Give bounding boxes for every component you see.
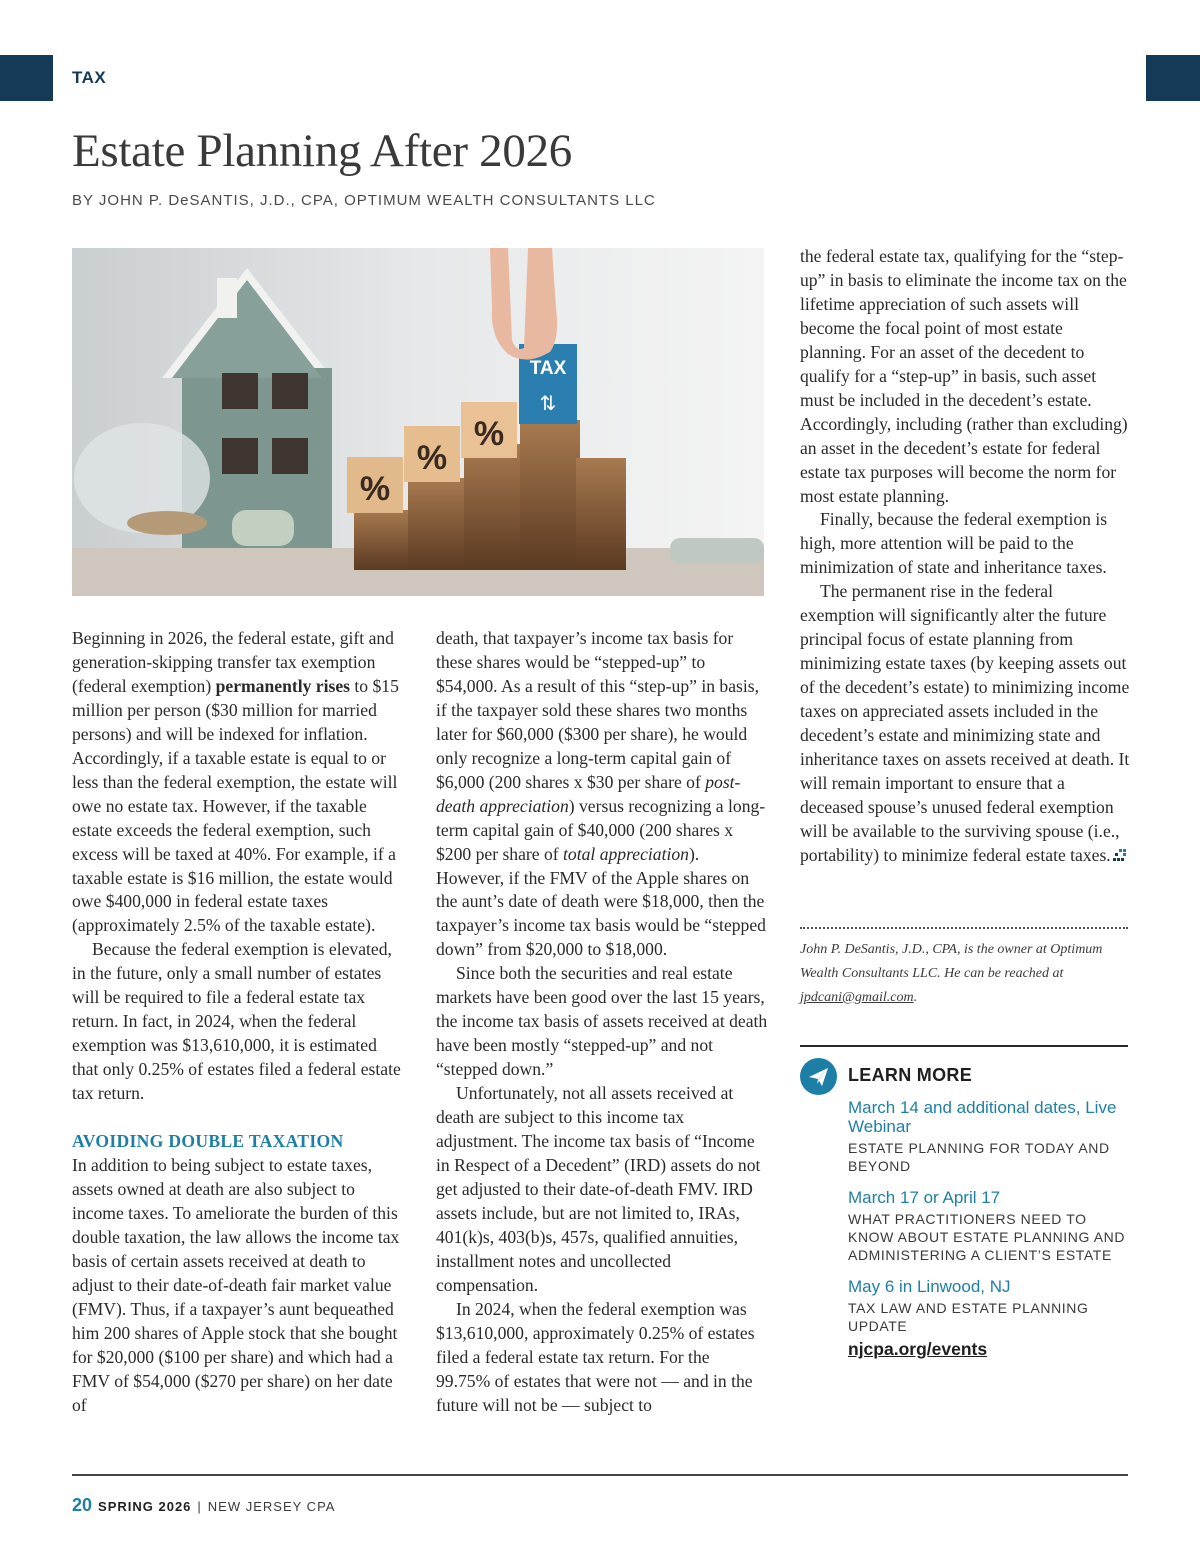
column-2 bbox=[436, 627, 768, 1417]
event-3-date[interactable]: May 6 in Linwood, NJ bbox=[848, 1277, 1011, 1296]
event-2-date[interactable]: March 17 or April 17 bbox=[848, 1188, 1001, 1207]
coin-stack-3 bbox=[464, 444, 524, 570]
column-1 bbox=[72, 627, 402, 1418]
learn-more-title: LEARN MORE bbox=[848, 1065, 972, 1085]
col2-paragraph-2: Since both the securities and real estate markets have been good over the last 15 years, the income tax basis of assets received at death have been mostly “stepped-up” and not “stepped down.” bbox=[436, 963, 768, 1080]
learn-more-box bbox=[848, 1065, 1133, 1360]
col2-paragraph-4: In 2024, when the federal exemption was $13,610,000, approximately 0.25% of estates filed a federal estate tax return. For the 99.75% of estates that were not — and in the future will not be — subject to bbox=[436, 1298, 755, 1415]
coin-stack-1 bbox=[354, 510, 414, 570]
paper-plane-icon bbox=[800, 1058, 837, 1095]
col2-p1-italic-2: total appreciation bbox=[563, 843, 689, 864]
article-byline: BY JOHN P. DeSANTIS, J.D., CPA, OPTIMUM WEALTH CONSULTANTS LLC bbox=[72, 192, 656, 209]
col1-paragraph-3: In addition to being subject to estate taxes, assets owned at death are also subject to income taxes. To ameliorate the burden of this double taxation, the law allows the income tax basis of certain assets received at death to adjust to their date-of-death fair market value (FMV). Thus, if a taxpayer’s aunt bequeathed him 200 shares of Apple stock that she bought for $20,000 ($100 per share) and which had a FMV of $54,000 ($270 per share) on her date of bbox=[72, 1155, 400, 1415]
event-3-description: TAX LAW AND ESTATE PLANNING UPDATE bbox=[848, 1300, 1089, 1334]
percent-label-3: % bbox=[473, 415, 505, 453]
page-footer bbox=[72, 1495, 335, 1516]
footer-rule bbox=[72, 1474, 1128, 1476]
author-bio-text: John P. DeSantis, J.D., CPA, is the owner at Optimum Wealth Consultants LLC. He can be reached at bbox=[800, 942, 1103, 981]
article-photo bbox=[72, 248, 764, 596]
rolled-bill-right bbox=[670, 538, 764, 564]
tax-block-label: TAX bbox=[529, 358, 567, 379]
col3-paragraph-2: Finally, because the federal exemption is high, more attention will be paid to the minimization of state and inheritance taxes. bbox=[800, 509, 1108, 578]
article-title: Estate Planning After 2026 bbox=[72, 125, 572, 177]
rolled-bill-left bbox=[232, 510, 294, 546]
coin-stack-4 bbox=[520, 420, 580, 570]
header-tab-right bbox=[1146, 55, 1200, 101]
col1-p1-bold: permanently rises bbox=[215, 675, 351, 696]
col3-paragraph-3 bbox=[800, 580, 1130, 867]
publication-name: NEW JERSEY CPA bbox=[207, 1499, 336, 1514]
event-2-description: WHAT PRACTITIONERS NEED TO KNOW ABOUT ESTATE PLANNING AND ADMINISTERING A CLIENT’S ESTATE bbox=[848, 1211, 1126, 1263]
arrows-icon: ⇅ bbox=[539, 391, 557, 415]
percent-label-2: % bbox=[416, 439, 448, 477]
header-tab-left bbox=[0, 55, 53, 101]
issue-season: SPRING 2026 bbox=[98, 1499, 192, 1514]
col2-p1-text-b: ) versus recognizing a long-term capital gain of $40,000 (200 shares x $200 per share of bbox=[436, 795, 766, 864]
col2-p1-text-a: death, that taxpayer’s income tax basis for these shares would be “stepped-up” to $54,000. As a result of this “step-up” in basis, if the taxpayer sold these shares two months later for $60,000 ($300 per share), he would only recognize a long-term capital gain of $6,000 (200 shares x $30 per share of bbox=[436, 628, 760, 792]
spilled-coins bbox=[127, 511, 207, 535]
author-bio bbox=[800, 938, 1128, 1010]
col1-paragraph-1 bbox=[72, 627, 402, 938]
col2-paragraph-3: Unfortunately, not all assets received at death are subject to this income tax adjustment. The income tax basis of “Income in Respect of a Decedent” (IRD) assets do not get adjusted to their date-of-death FMV. IRD assets include, but are not limited to, IRAs, 401(k)s, 403(b)s, 457s, qualified annuities, installment notes and uncollected compensation. bbox=[436, 1083, 761, 1295]
events-link[interactable]: njcpa.org/events bbox=[848, 1339, 988, 1359]
coin-stack-5 bbox=[576, 458, 626, 570]
column-3 bbox=[800, 245, 1130, 868]
col1-p1-text-a: Beginning in 2026, the federal estate, gift and generation-skipping transfer tax exemption (federal exemption) bbox=[72, 628, 394, 696]
col2-paragraph-1 bbox=[436, 627, 768, 962]
learn-more-rule bbox=[800, 1045, 1128, 1047]
coin-stack-2 bbox=[408, 478, 468, 570]
col3-paragraph-1: the federal estate tax, qualifying for the “step-up” in basis to eliminate the income tax on the lifetime appreciation of such assets will become the focal point of most estate planning. For an asset of the decedent to qualify for a “step-up” in basis, such asset must be included in the decedent’s estate. Accordingly, including (rather than excluding) an asset in the decedent’s estate for federal estate tax purposes will become the norm for most estate planning. bbox=[800, 246, 1128, 506]
footer-separator: | bbox=[197, 1499, 202, 1514]
bio-divider bbox=[800, 927, 1128, 929]
page-number: 20 bbox=[72, 1495, 93, 1515]
col3-p3-text: The permanent rise in the federal exemption will significantly alter the future principal focus of estate planning from minimizing estate taxes (by keeping assets out of the decedent’s estate) to minimizing income taxes on appreciated assets included in the decedent’s estate and minimizing state and inheritance taxes on assets received at death. It will remain important to ensure that a deceased spouse’s unused federal exemption will be available to the surviving spouse (i.e., portability) to minimize federal estate taxes. bbox=[800, 581, 1130, 865]
author-email-link[interactable]: jpdcani@gmail.com bbox=[800, 990, 914, 1005]
event-1-description: ESTATE PLANNING FOR TODAY AND BEYOND bbox=[848, 1140, 1110, 1174]
col2-p1-italic-1: post-death appreciation bbox=[436, 771, 741, 816]
section-label: TAX bbox=[72, 68, 107, 87]
col2-p1-text-c: ). However, if the FMV of the Apple shares on the aunt’s date of death were $18,000, then the taxpayer’s income tax basis would be “stepped down” from $20,000 to $18,000. bbox=[436, 843, 766, 960]
col1-paragraph-2: Because the federal exemption is elevated, in the future, only a small number of estates will be required to file a federal estate tax return. In fact, in 2024, when the federal exemption was $13,610,000, it is estimated that only 0.25% of estates filed a federal estate tax return. bbox=[72, 939, 401, 1104]
end-mark-icon bbox=[1113, 849, 1127, 862]
section-subhead: AVOIDING DOUBLE TAXATION bbox=[72, 1131, 344, 1152]
col1-p1-text-b: to $15 million per person ($30 million for married persons) and will be indexed for inflation. Accordingly, if a taxable estate is equal to or less than the federal exemption, the estate will owe no estate tax. However, if the taxable estate exceeds the federal exemption, such excess will be taxed at 40%. For example, if a taxable estate is $16 million, the estate would owe $400,000 in federal estate taxes (approximately 2.5% of the taxable estate). bbox=[72, 675, 399, 936]
event-1-date[interactable]: March 14 and additional dates, Live Webinar bbox=[848, 1098, 1117, 1136]
author-bio-end: . bbox=[913, 990, 918, 1005]
percent-label-1: % bbox=[359, 470, 391, 508]
